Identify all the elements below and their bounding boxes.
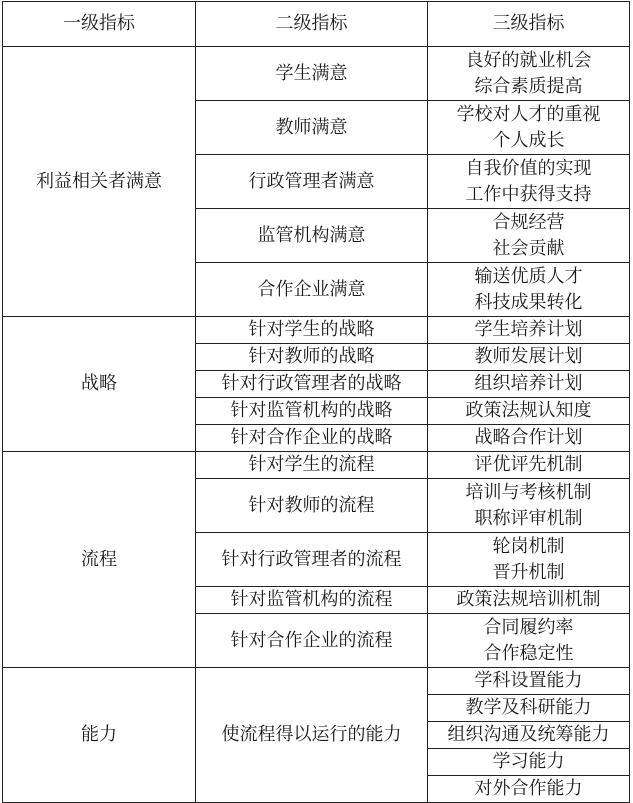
level3-item: 输送优质人才	[474, 265, 583, 287]
level1-cell: 战略	[3, 317, 196, 452]
level3-cell: 战略合作计划	[428, 425, 630, 452]
level3-cell	[428, 155, 630, 209]
table-row	[3, 668, 630, 695]
level2-cell: 合作企业满意	[196, 263, 428, 317]
level3-item: 个人成长	[492, 129, 565, 151]
level3-item: 合同履约率	[483, 616, 574, 638]
level3-cell	[428, 263, 630, 317]
level2-cell: 针对监管机构的战略	[196, 398, 428, 425]
level3-cell: 教师发展计划	[428, 344, 630, 371]
header-level2: 二级指标	[196, 2, 428, 47]
table-row	[3, 452, 630, 479]
level3-item: 合作稳定性	[483, 642, 574, 664]
level3-item: 学校对人才的重视	[456, 103, 601, 125]
level3-item: 职称评审机制	[474, 507, 583, 529]
level2-cell: 针对行政管理者的流程	[196, 533, 428, 587]
level3-cell	[428, 101, 630, 155]
level3-item: 社会贡献	[492, 237, 565, 259]
level2-cell: 针对监管机构的流程	[196, 587, 428, 614]
level1-cell: 能力	[3, 668, 196, 803]
level3-cell: 学生培养计划	[428, 317, 630, 344]
level3-cell: 组织沟通及统筹能力	[428, 722, 630, 749]
level3-cell	[428, 479, 630, 533]
header-level1: 一级指标	[3, 2, 196, 47]
level3-cell	[428, 47, 630, 101]
level2-cell: 监管机构满意	[196, 209, 428, 263]
level3-item: 合规经营	[492, 211, 565, 233]
level2-cell: 学生满意	[196, 47, 428, 101]
header-row	[3, 2, 630, 47]
table-row	[3, 317, 630, 344]
level2-cell: 行政管理者满意	[196, 155, 428, 209]
level2-cell: 针对行政管理者的战略	[196, 371, 428, 398]
level3-cell: 对外合作能力	[428, 776, 630, 803]
level3-cell: 学习能力	[428, 749, 630, 776]
level3-cell: 政策法规认知度	[428, 398, 630, 425]
level3-cell	[428, 614, 630, 668]
level3-cell: 评优评先机制	[428, 452, 630, 479]
level3-item: 科技成果转化	[474, 291, 583, 313]
header-level3: 三级指标	[428, 2, 630, 47]
indicator-table	[2, 1, 630, 803]
level2-cell: 针对学生的战略	[196, 317, 428, 344]
level3-item: 工作中获得支持	[465, 183, 592, 205]
level2-cell: 针对教师的流程	[196, 479, 428, 533]
level2-cell: 教师满意	[196, 101, 428, 155]
level3-cell: 学科设置能力	[428, 668, 630, 695]
level3-cell	[428, 209, 630, 263]
level3-cell	[428, 533, 630, 587]
level2-cell: 针对教师的战略	[196, 344, 428, 371]
level3-item: 培训与考核机制	[465, 481, 592, 503]
level1-cell: 利益相关者满意	[3, 47, 196, 317]
level3-cell: 组织培养计划	[428, 371, 630, 398]
level1-cell: 流程	[3, 452, 196, 668]
level3-item: 自我价值的实现	[465, 157, 592, 179]
level2-cell: 针对学生的流程	[196, 452, 428, 479]
table-row	[3, 47, 630, 101]
level3-cell: 政策法规培训机制	[428, 587, 630, 614]
level2-cell: 针对合作企业的战略	[196, 425, 428, 452]
level3-item: 综合素质提高	[474, 75, 583, 97]
level2-cell: 使流程得以运行的能力	[196, 668, 428, 803]
level3-item: 轮岗机制	[492, 535, 565, 557]
level2-cell: 针对合作企业的流程	[196, 614, 428, 668]
level3-item: 良好的就业机会	[465, 49, 592, 71]
level3-item: 晋升机制	[492, 561, 565, 583]
level3-cell: 教学及科研能力	[428, 695, 630, 722]
